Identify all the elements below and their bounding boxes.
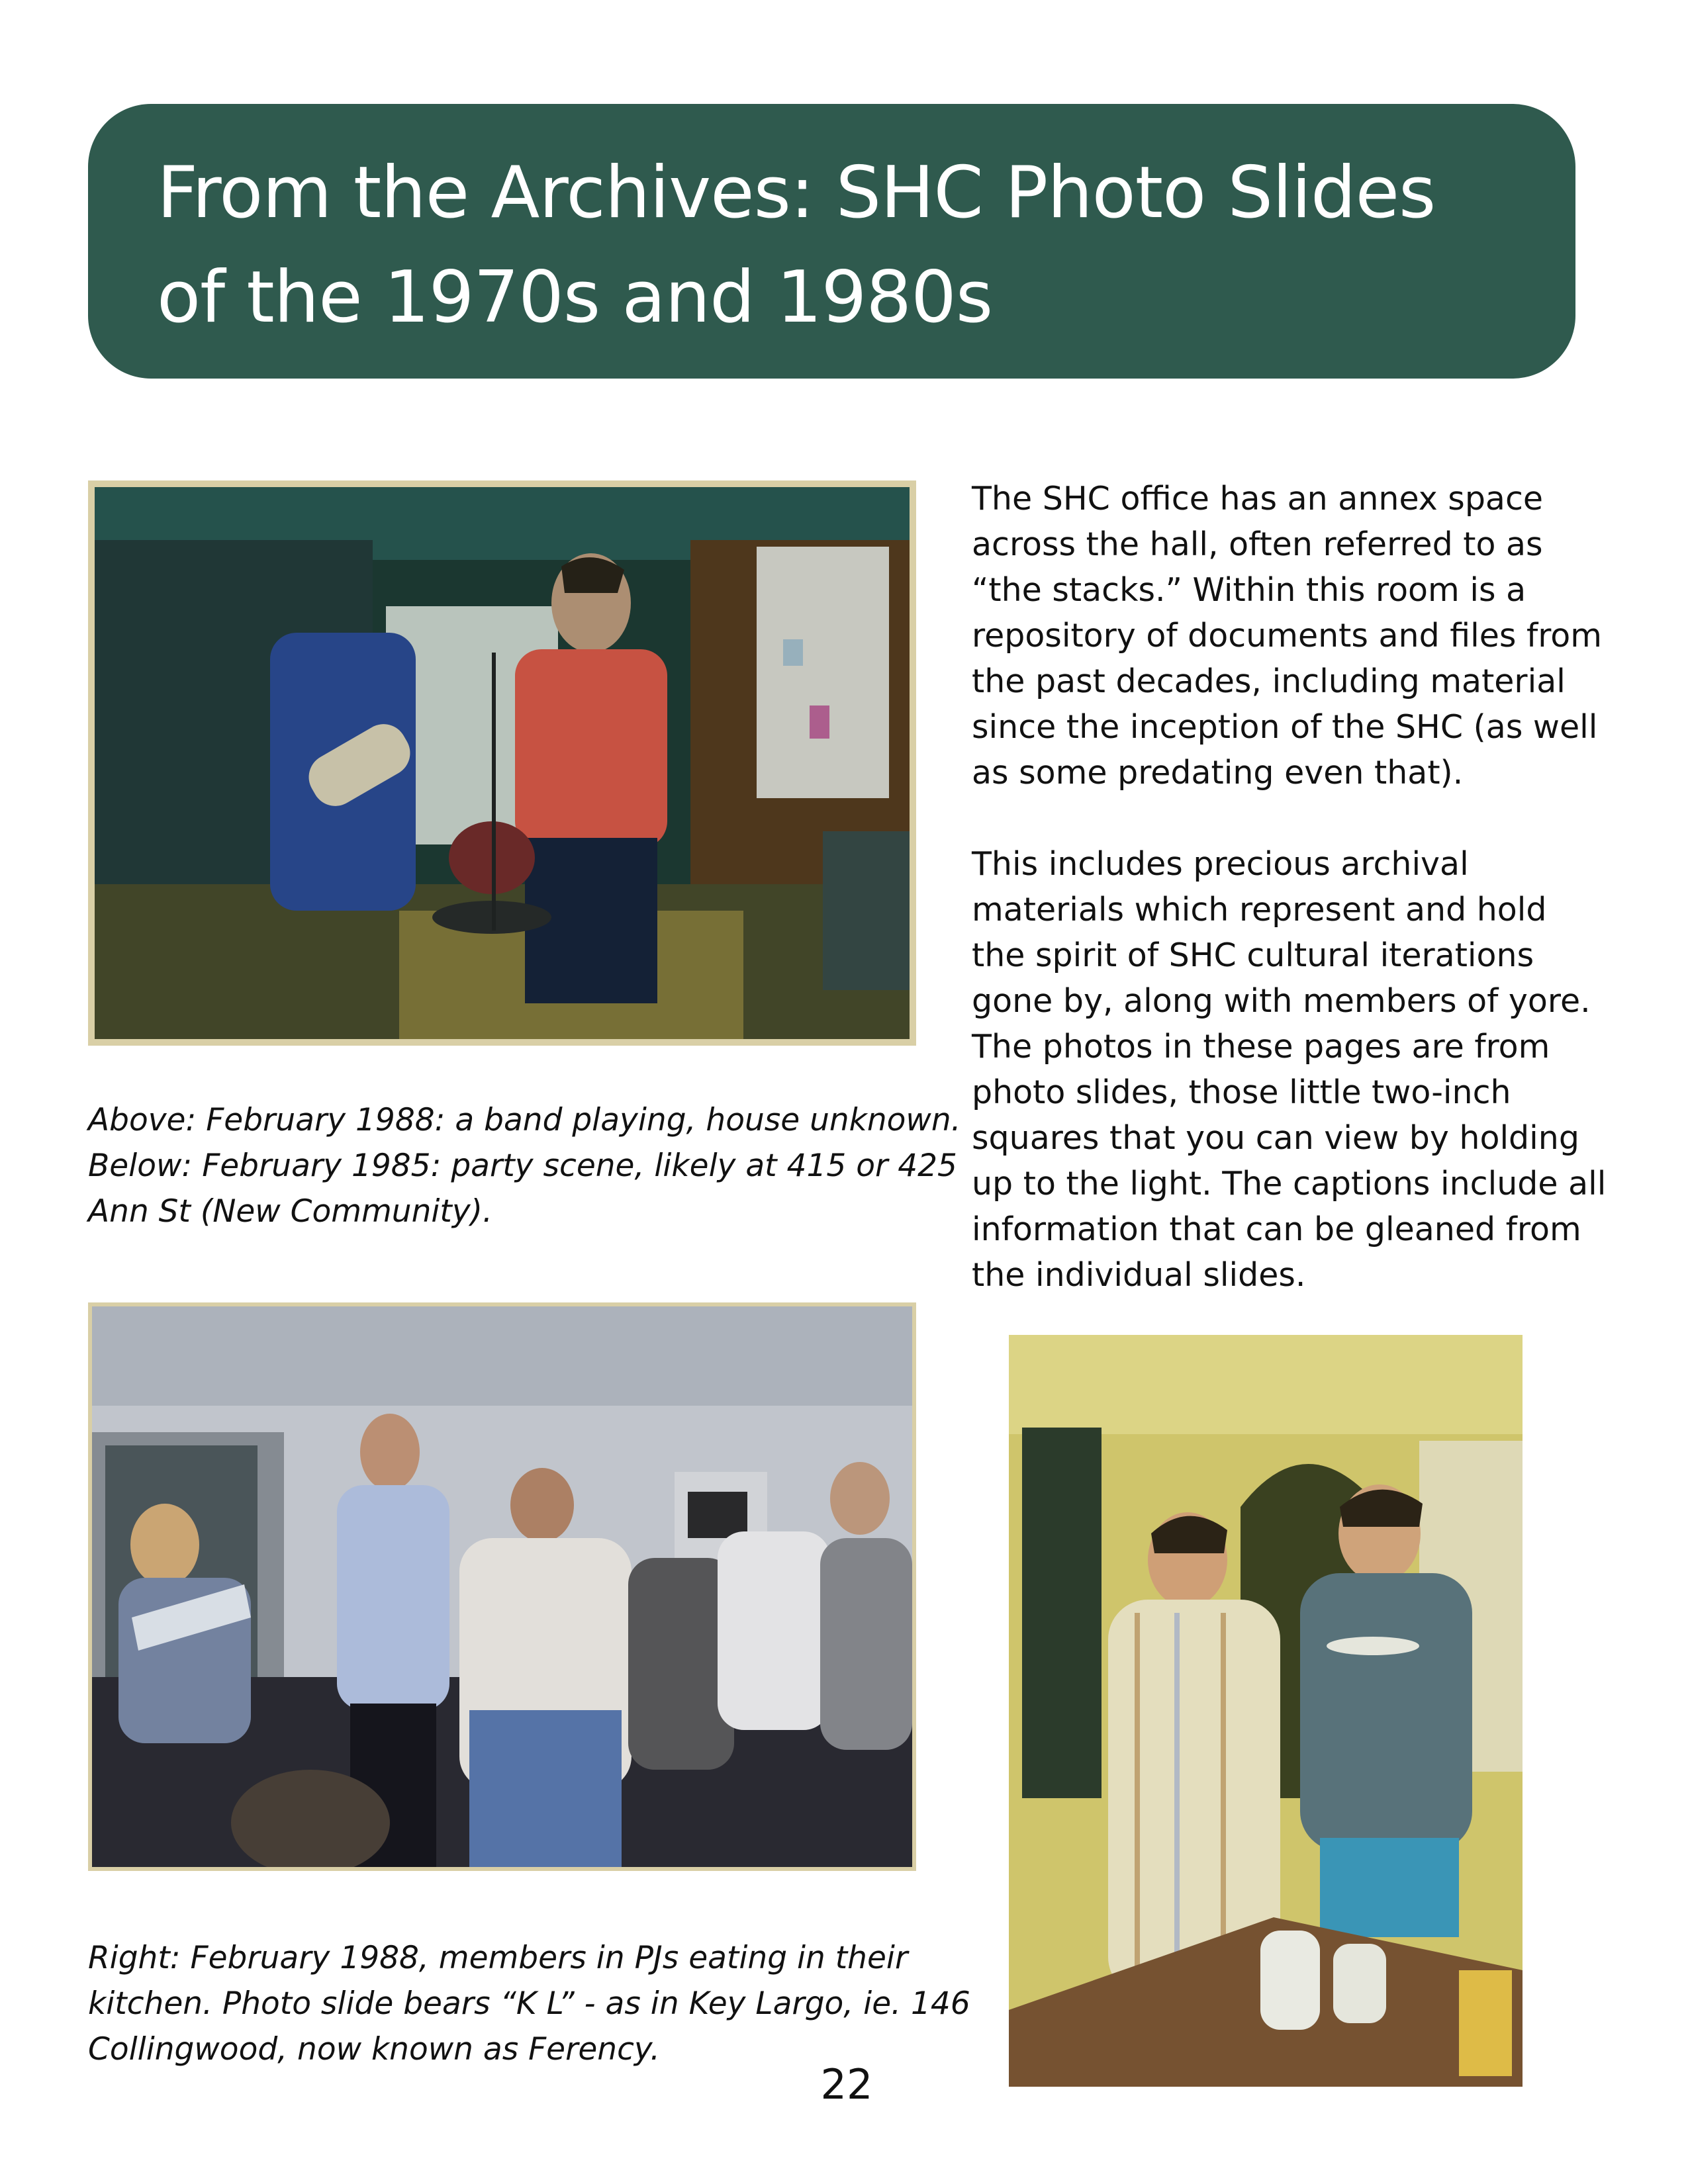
page-title-line-1: From the Archives: SHC Photo Slides <box>157 152 1436 234</box>
caption-line: Above: February 1988: a band playing, house unknown. <box>88 1102 961 1138</box>
body-line: This includes precious archival <box>972 845 1469 883</box>
caption-line: Below: February 1985: party scene, likely at 415 or 425 <box>88 1148 957 1184</box>
page-number: 22 <box>820 2060 873 2109</box>
body-line: repository of documents and files from <box>972 617 1603 655</box>
page-title-line-2: of the 1970s and 1980s <box>157 256 993 339</box>
body-line: the individual slides. <box>972 1256 1306 1294</box>
header-banner <box>88 104 1575 379</box>
paragraph-2 <box>972 841 1607 1298</box>
body-line: the spirit of SHC cultural iterations <box>972 936 1534 974</box>
body-line: the past decades, including material <box>972 662 1566 700</box>
body-line: across the hall, often referred to as <box>972 525 1543 563</box>
caption-line: Right: February 1988, members in PJs eating in their <box>88 1940 908 1976</box>
party-photo-image <box>92 1306 912 1867</box>
caption-line: Ann St (New Community). <box>88 1193 492 1230</box>
article-body <box>972 476 1607 1298</box>
bottom-caption <box>88 1935 970 2072</box>
body-line: since the inception of the SHC (as well <box>972 708 1598 746</box>
band-photo-image <box>95 487 910 1039</box>
body-line: gone by, along with members of yore. <box>972 982 1591 1020</box>
body-line: information that can be gleaned from <box>972 1210 1581 1248</box>
band-photo <box>88 480 916 1046</box>
body-line: as some predating even that). <box>972 754 1464 792</box>
body-line: The photos in these pages are from <box>972 1028 1550 1066</box>
top-caption <box>88 1097 961 1234</box>
party-photo <box>88 1302 916 1871</box>
kitchen-photo <box>1009 1335 1523 2087</box>
kitchen-photo-image <box>1009 1335 1523 2087</box>
body-line: The SHC office has an annex space <box>972 480 1544 518</box>
paragraph-1 <box>972 476 1607 796</box>
body-line: materials which represent and hold <box>972 891 1547 929</box>
page-title <box>157 141 1575 350</box>
body-line: squares that you can view by holding <box>972 1119 1579 1157</box>
caption-line: Collingwood, now known as Ferency. <box>88 2031 661 2068</box>
body-line: up to the light. The captions include all <box>972 1165 1607 1203</box>
caption-line: kitchen. Photo slide bears “K L” - as in Key Largo, ie. 146 <box>88 1985 970 2022</box>
body-line: photo slides, those little two-inch <box>972 1073 1511 1111</box>
body-line: “the stacks.” Within this room is a <box>972 571 1526 609</box>
